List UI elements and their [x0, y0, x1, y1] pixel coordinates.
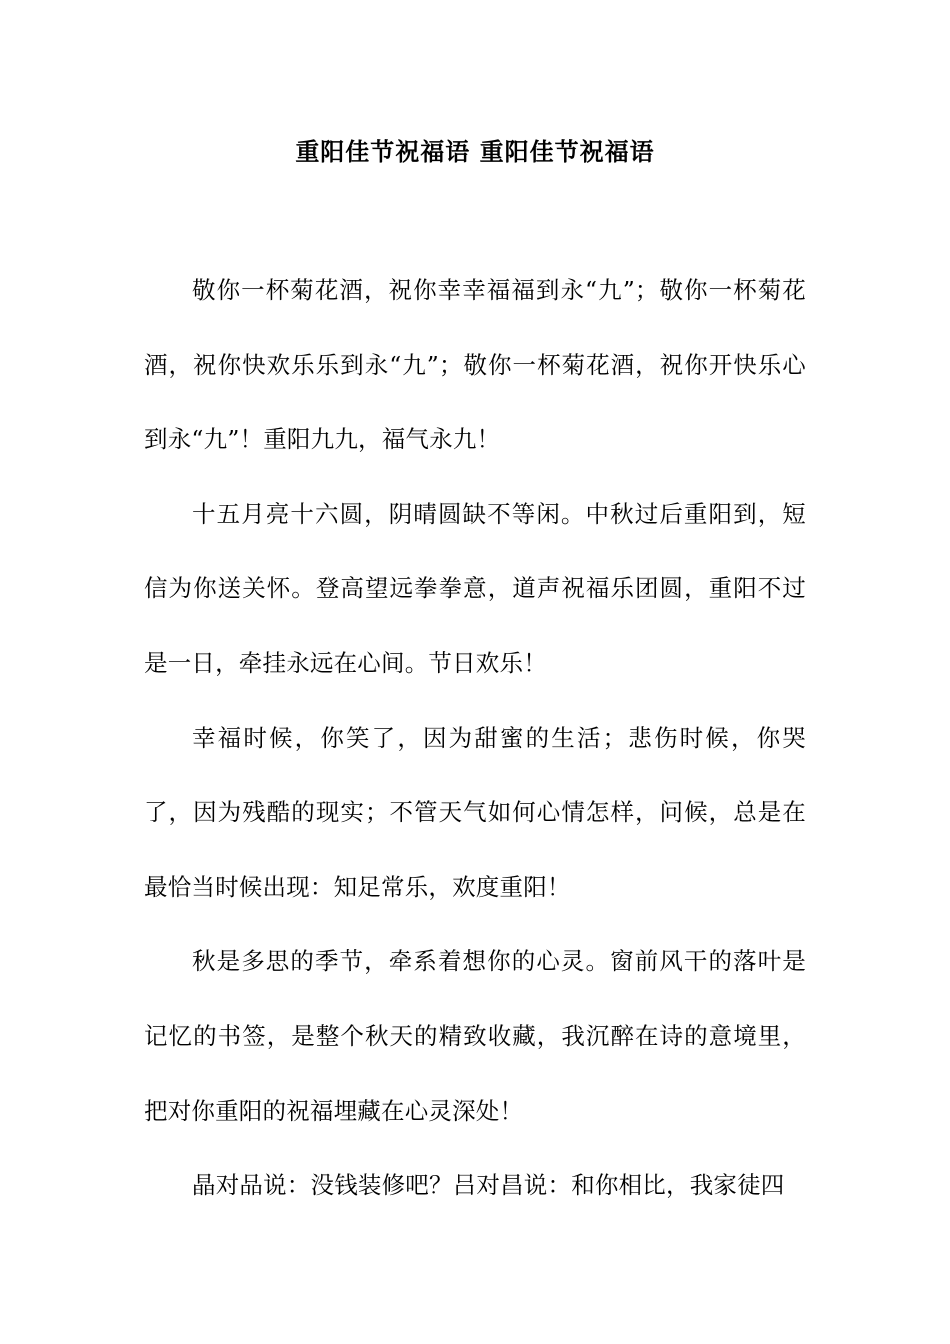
- paragraph: 晶对品说：没钱装修吧？吕对昌说：和你相比，我家徒四: [192, 1171, 785, 1200]
- paragraph: 幸福时候，你笑了，因为甜蜜的生活；悲伤时候，你哭了，因为残酷的现实；不管天气如何心情怎样，问候，总是在最恰当时候出现：知足常乐，欢度重阳！: [144, 723, 806, 901]
- paragraph: 十五月亮十六圆，阴晴圆缺不等闲。中秋过后重阳到，短信为你送关怀。登高望远拳拳意，道声祝福乐团圆，重阳不过是一日，牵挂永远在心间。节日欢乐！: [144, 499, 806, 677]
- paragraph: 敬你一杯菊花酒，祝你幸幸福福到永“九”；敬你一杯菊花酒，祝你快欢乐乐到永“九”；敬你一杯菊花酒，祝你开快乐心到永“九”！重阳九九，福气永九！: [144, 276, 806, 454]
- paragraph: 秋是多思的季节，牵系着想你的心灵。窗前风干的落叶是记忆的书签，是整个秋天的精致收藏，我沉醉在诗的意境里，把对你重阳的祝福埋藏在心灵深处！: [144, 947, 806, 1125]
- document-title: 重阳佳节祝福语 重阳佳节祝福语: [295, 137, 655, 166]
- document-body: [144, 253, 806, 1223]
